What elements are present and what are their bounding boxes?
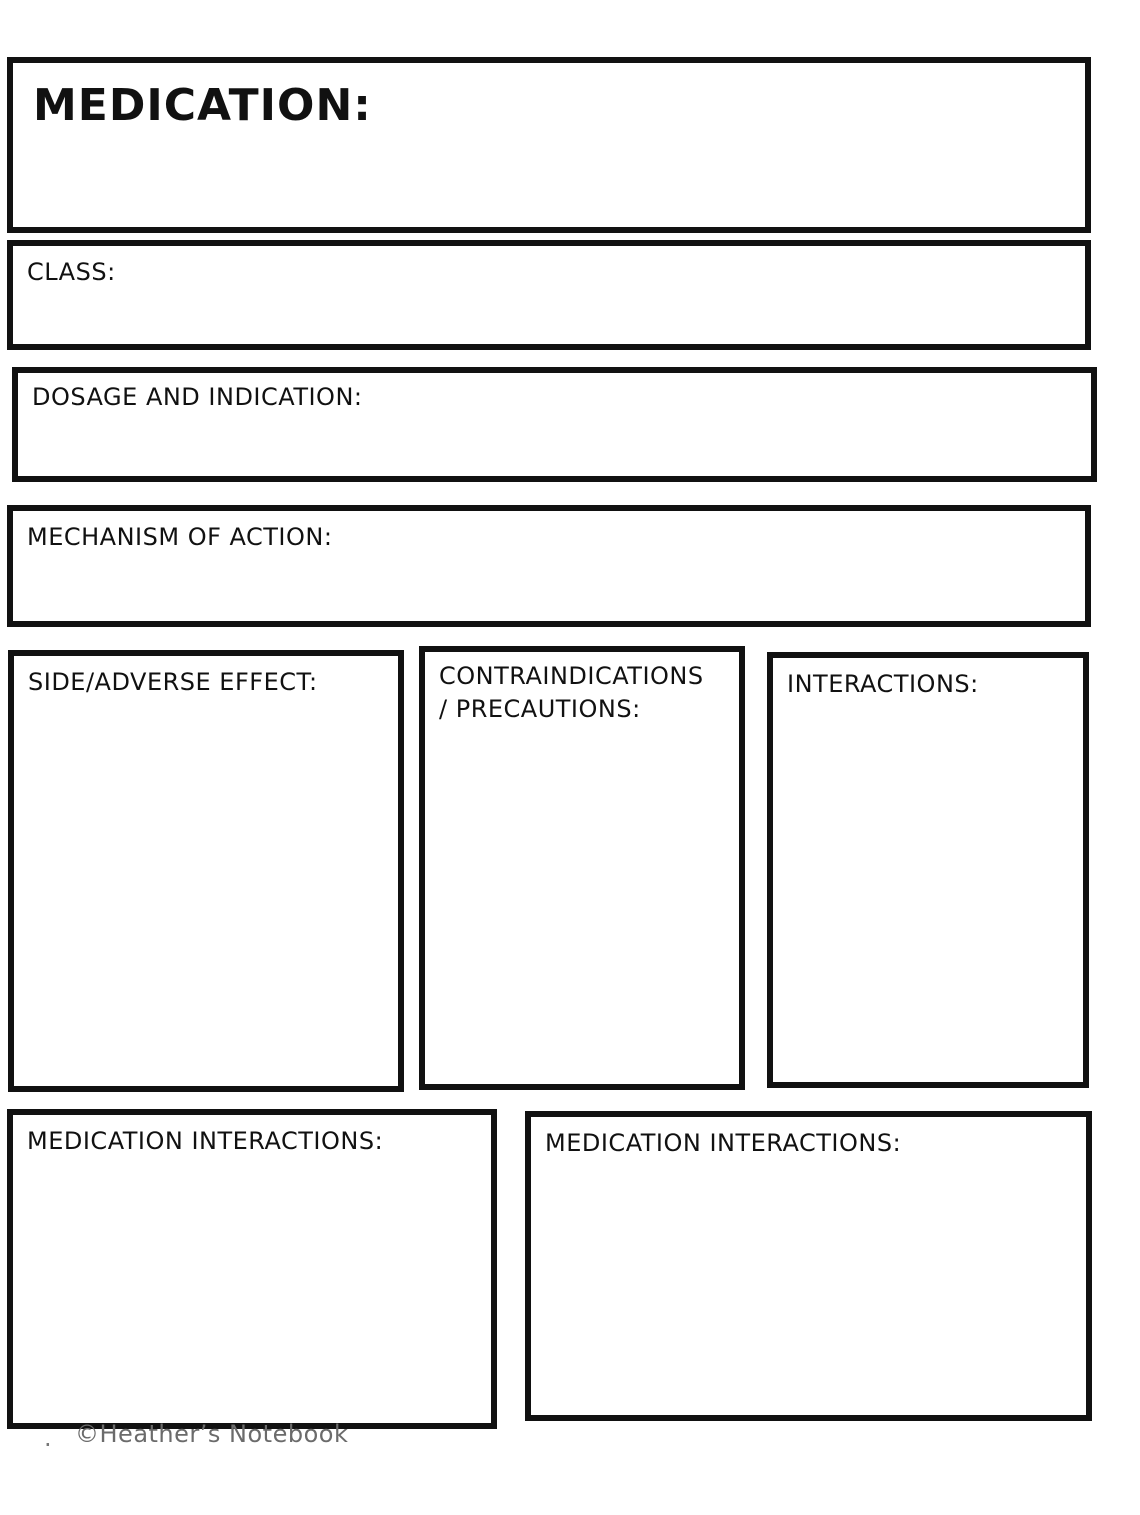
medication-interactions-right-label: MEDICATION INTERACTIONS: xyxy=(545,1129,902,1157)
medication-interactions-left-box[interactable] xyxy=(7,1109,497,1429)
contraindications-precautions-label: CONTRAINDICATIONS / PRECAUTIONS: xyxy=(439,662,704,724)
footer-bullet: . xyxy=(44,1424,52,1452)
medication-box[interactable] xyxy=(7,57,1091,233)
class-label: CLASS: xyxy=(27,258,116,286)
dosage-indication-label: DOSAGE AND INDICATION: xyxy=(32,383,363,411)
side-adverse-effect-box[interactable] xyxy=(8,650,404,1092)
contraindications-precautions-box[interactable] xyxy=(419,646,745,1090)
mechanism-of-action-label: MECHANISM OF ACTION: xyxy=(27,523,333,551)
copyright-footer: ©Heather’s Notebook xyxy=(75,1420,349,1448)
medication-interactions-left-label: MEDICATION INTERACTIONS: xyxy=(27,1127,384,1155)
class-box[interactable] xyxy=(7,240,1091,350)
mechanism-of-action-box[interactable] xyxy=(7,505,1091,627)
dosage-indication-box[interactable] xyxy=(12,367,1097,482)
medication-label: MEDICATION: xyxy=(33,80,372,131)
side-adverse-effect-label: SIDE/ADVERSE EFFECT: xyxy=(28,668,318,696)
interactions-box[interactable] xyxy=(767,652,1089,1088)
medication-interactions-right-box[interactable] xyxy=(525,1111,1092,1421)
interactions-label: INTERACTIONS: xyxy=(787,670,979,698)
